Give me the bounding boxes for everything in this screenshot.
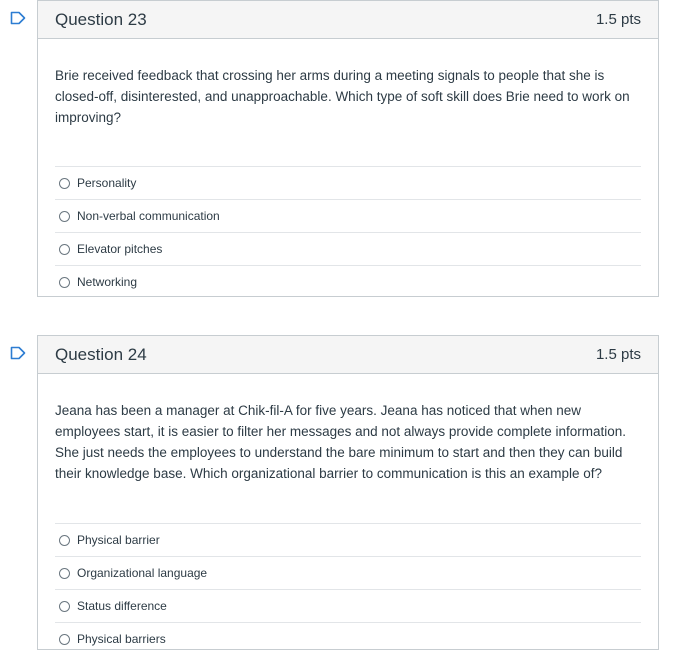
answer-label: Organizational language	[77, 566, 208, 580]
answer-option[interactable]	[55, 622, 641, 655]
answer-label: Status difference	[77, 599, 167, 613]
radio-button-icon[interactable]	[59, 244, 70, 255]
question-card	[37, 0, 659, 297]
question-title: Question 24	[55, 344, 147, 364]
question-points: 1.5 pts	[595, 346, 641, 363]
answer-option[interactable]	[55, 589, 641, 622]
radio-button-icon[interactable]	[59, 535, 70, 546]
flag-question-icon[interactable]	[10, 11, 26, 25]
answer-label: Networking	[77, 275, 138, 289]
question-header	[38, 1, 658, 39]
answer-label: Elevator pitches	[77, 242, 163, 256]
radio-button-icon[interactable]	[59, 634, 70, 645]
radio-button-icon[interactable]	[59, 601, 70, 612]
answer-label: Personality	[77, 176, 137, 190]
question-text: Jeana has been a manager at Chik-fil-A for five years. Jeana has noticed that when new employees start, it is easier to filter her messages and not always provide complete information. She just needs the employees to understand the bare minimum to start and then they can build their knowledge base. Which organizational barrier to communication is this an example of?	[55, 403, 627, 481]
answer-list	[55, 523, 641, 655]
radio-button-icon[interactable]	[59, 178, 70, 189]
radio-button-icon[interactable]	[59, 211, 70, 222]
radio-button-icon[interactable]	[59, 277, 70, 288]
answer-option[interactable]	[55, 265, 641, 298]
answer-option[interactable]	[55, 556, 641, 589]
question-title: Question 23	[55, 9, 147, 29]
question-text: Brie received feedback that crossing her arms during a meeting signals to people that she is closed-off, disinterested, and unapproachable. Which type of soft skill does Brie need to work on improving?	[55, 68, 630, 125]
radio-button-icon[interactable]	[59, 568, 70, 579]
answer-label: Physical barrier	[77, 533, 160, 547]
answer-label: Physical barriers	[77, 632, 166, 646]
answer-label: Non-verbal communication	[77, 209, 220, 223]
answer-option[interactable]	[55, 523, 641, 556]
answer-list	[55, 166, 641, 298]
answer-option[interactable]	[55, 166, 641, 199]
answer-option[interactable]	[55, 199, 641, 232]
question-points: 1.5 pts	[595, 11, 641, 28]
answer-option[interactable]	[55, 232, 641, 265]
flag-question-icon[interactable]	[10, 346, 26, 360]
question-header	[38, 336, 658, 374]
question-card	[37, 335, 659, 650]
